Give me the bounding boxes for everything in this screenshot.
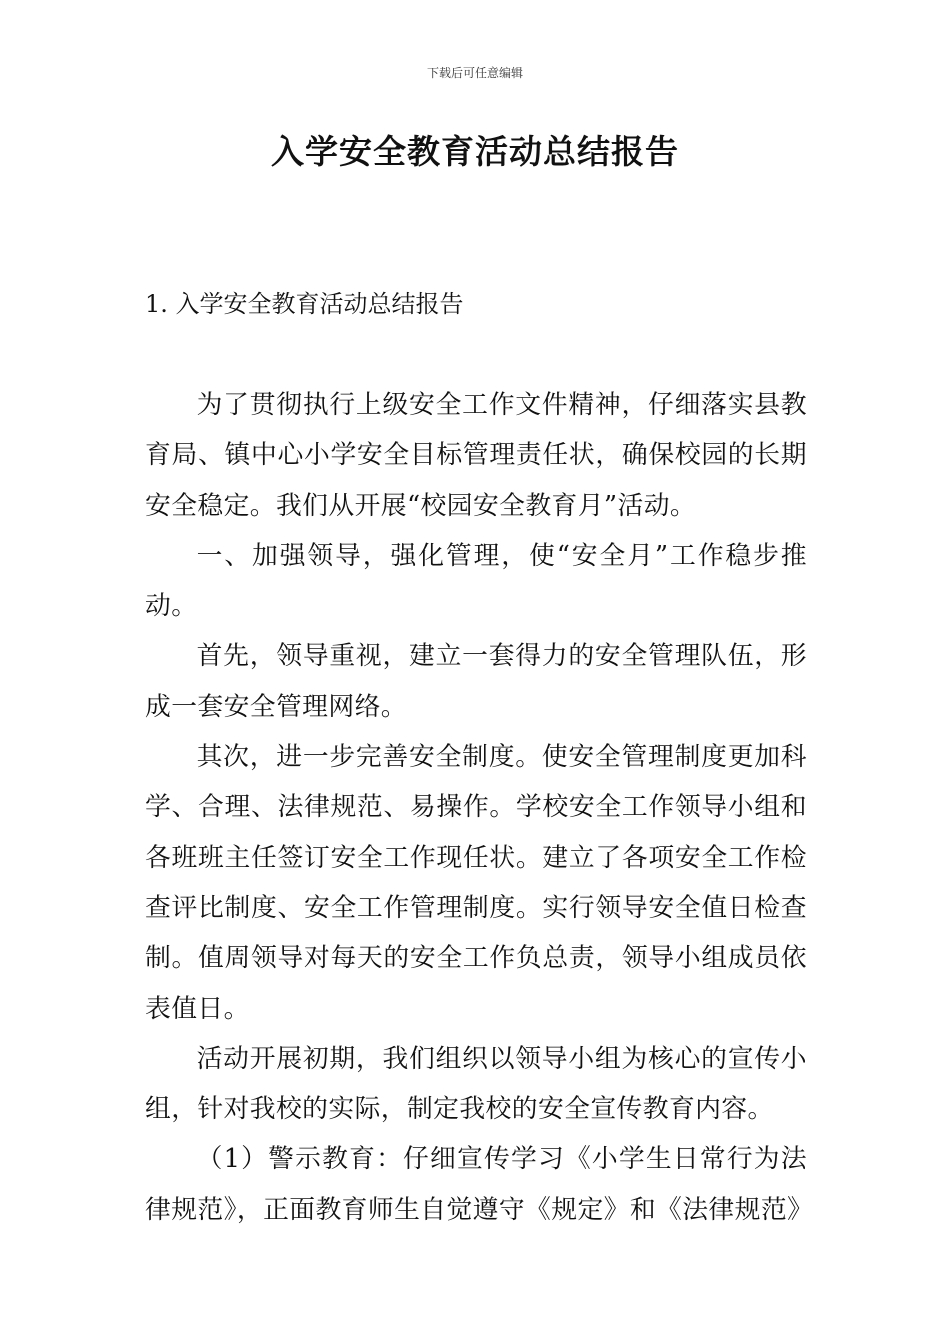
- document-title: 入学安全教育活动总结报告: [271, 132, 679, 171]
- document-body: [145, 380, 814, 1235]
- paragraph-activity-start: 活动开展初期，我们组织以领导小组为核心的宣传小组，针对我校的实际，制定我校的安全宣传教育内容。: [145, 1043, 807, 1125]
- page-header-note: 下载后可任意编辑: [426, 66, 523, 80]
- paragraph-point-one: 一、加强领导，强化管理，使“安全月”工作稳步推动。: [145, 540, 807, 622]
- paragraph-first: 首先，领导重视，建立一套得力的安全管理队伍，形成一套安全管理网络。: [145, 641, 807, 722]
- section-heading: 1. 入学安全教育活动总结报告: [145, 290, 464, 318]
- paragraph-second: 其次，进一步完善安全制度。使安全管理制度更加科学、合理、法律规范、易操作。学校安全工作领导小组和各班班主任签订安全工作现任状。建立了各项安全工作检查评比制度、安全工作管理制度。实行领导安全值日检查制。值周领导对每天的安全工作负总责，领导小组成员依表值日。: [145, 742, 807, 1024]
- paragraph-warning-education: （1）警示教育：仔细宣传学习《小学生日常行为法律规范》，正面教育师生自觉遵守《规定》和《法律规范》: [145, 1144, 814, 1225]
- paragraph-intro: 为了贯彻执行上级安全工作文件精神，仔细落实县教育局、镇中心小学安全目标管理责任状，确保校园的长期安全稳定。我们从开展“校园安全教育月”活动。: [145, 390, 807, 521]
